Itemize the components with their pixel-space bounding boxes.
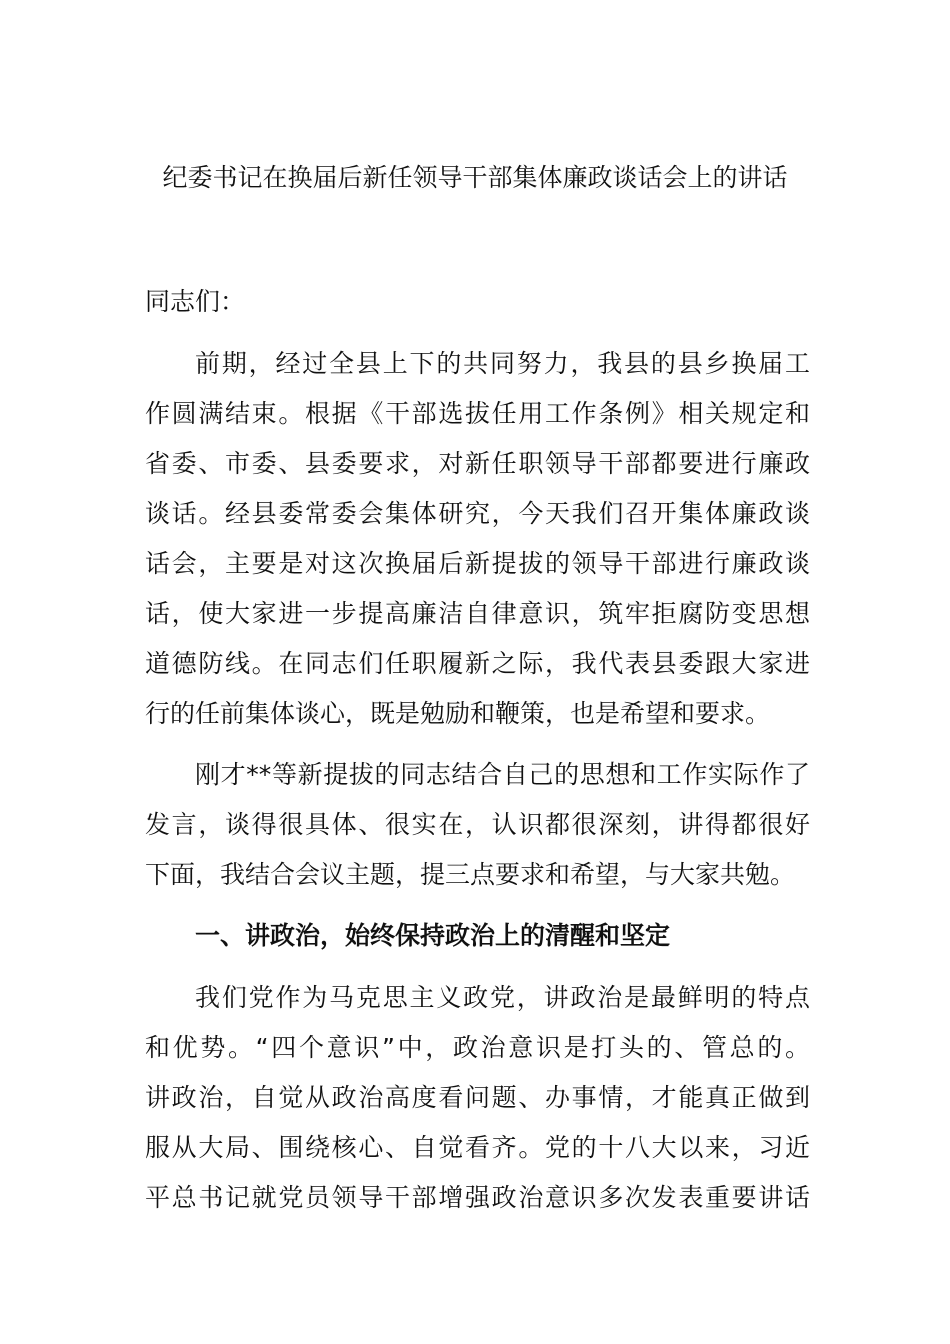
paragraph-line: 刚才**等新提拔的同志结合自己的思想和工作实际作了 xyxy=(195,760,810,789)
paragraph-line: 省委、市委、县委要求，对新任职领导干部都要进行廉政 xyxy=(145,449,810,478)
paragraph-line: 服从大局、围绕核心、自觉看齐。党的十八大以来，习近 xyxy=(145,1133,810,1162)
salutation: 同志们： xyxy=(145,287,246,316)
paragraph-line: 谈话。经县委常委会集体研究，今天我们召开集体廉政谈 xyxy=(145,499,810,528)
paragraph-line: 讲政治，自觉从政治高度看问题、办事情，才能真正做到 xyxy=(145,1083,810,1112)
paragraph-line: 行的任前集体谈心，既是勉励和鞭策，也是希望和要求。 xyxy=(145,699,771,728)
paragraph-line: 前期，经过全县上下的共同努力，我县的县乡换届工 xyxy=(195,349,810,378)
paragraph-line: 我们党作为马克思主义政党，讲政治是最鲜明的特点 xyxy=(195,983,810,1012)
paragraph-line: 和优势。“四个意识”中，政治意识是打头的、管总的。 xyxy=(145,1033,810,1062)
paragraph-line: 平总书记就党员领导干部增强政治意识多次发表重要讲话 xyxy=(145,1183,810,1212)
paragraph-line: 发言，谈得很具体、很实在，认识都很深刻，讲得都很好 xyxy=(145,810,810,839)
paragraph-line: 话，使大家进一步提高廉洁自律意识，筑牢拒腐防变思想 xyxy=(145,599,810,628)
paragraph-line: 道德防线。在同志们任职履新之际，我代表县委跟大家进 xyxy=(145,649,810,678)
section-heading: 一、讲政治，始终保持政治上的清醒和坚定 xyxy=(195,921,671,950)
paragraph-line: 下面，我结合会议主题，提三点要求和希望，与大家共勉。 xyxy=(145,860,796,889)
paragraph-line: 作圆满结束。根据《干部选拔任用工作条例》相关规定和 xyxy=(145,399,810,428)
paragraph-line: 话会，主要是对这次换届后新提拔的领导干部进行廉政谈 xyxy=(145,549,810,578)
document-title: 纪委书记在换届后新任领导干部集体廉政谈话会上的讲话 xyxy=(162,163,788,192)
